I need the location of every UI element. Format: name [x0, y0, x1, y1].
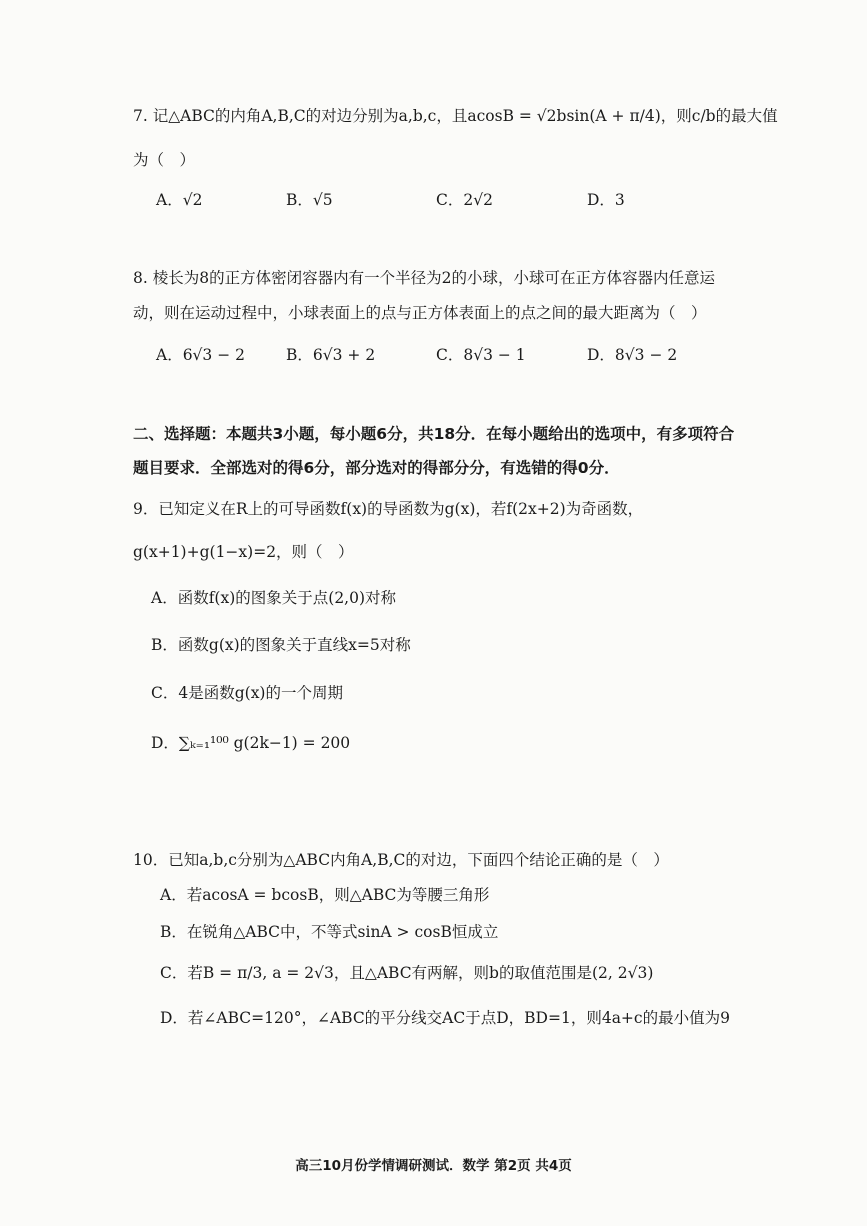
- q10-option-c: C．若B = π/3, a = 2√3，且△ABC有两解，则b的取值范围是(2, 2√3): [160, 964, 654, 982]
- q8-stem-line2: 动，则在运动过程中，小球表面上的点与正方体表面上的点之间的最大距离为（ ）: [133, 304, 707, 322]
- q8-option-b: B．6√3 + 2: [286, 346, 376, 364]
- q10-option-b: B．在锐角△ABC中，不等式sinA > cosB恒成立: [160, 923, 499, 941]
- q9-option-b: B．函数g(x)的图象关于直线x=5对称: [151, 636, 411, 654]
- q9-stem-line2: g(x+1)+g(1−x)=2，则（ ）: [133, 543, 354, 561]
- section2-heading-line2: 题目要求．全部选对的得6分，部分选对的得部分分，有选错的得0分．: [133, 459, 620, 477]
- q7-option-b: B．√5: [286, 191, 333, 209]
- q7-option-c: C．2√2: [436, 191, 493, 209]
- q8-option-c: C．8√3 − 1: [436, 346, 526, 364]
- q7-stem-line1: 7. 记△ABC的内角A,B,C的对边分别为a,b,c，且acosB = √2bsin(A + π/4)，则c/b的最大值: [133, 107, 778, 125]
- q10-option-d: D．若∠ABC=120°，∠ABC的平分线交AC于点D，BD=1，则4a+c的最小值为9: [160, 1009, 730, 1027]
- page-footer: 高三10月份学情调研测试．数学 第2页 共4页: [295, 1158, 572, 1174]
- q8-option-d: D．8√3 − 2: [587, 346, 678, 364]
- q10-option-a: A．若acosA = bcosB，则△ABC为等腰三角形: [160, 886, 490, 904]
- q8-stem-line1: 8. 棱长为8的正方体密闭容器内有一个半径为2的小球，小球可在正方体容器内任意运: [133, 269, 715, 287]
- section2-heading-line1: 二、选择题：本题共3小题，每小题6分，共18分．在每小题给出的选项中，有多项符合: [133, 425, 735, 443]
- q9-option-a: A．函数f(x)的图象关于点(2,0)对称: [151, 589, 397, 607]
- q9-stem-line1: 9．已知定义在R上的可导函数f(x)的导函数为g(x)，若f(2x+2)为奇函数，: [133, 500, 644, 518]
- q7-option-a: A．√2: [156, 191, 203, 209]
- q7-stem-line2: 为（ ）: [133, 151, 196, 169]
- q7-option-d: D．3: [587, 191, 625, 209]
- q10-stem: 10．已知a,b,c分别为△ABC内角A,B,C的对边，下面四个结论正确的是（ ）: [133, 851, 669, 869]
- q8-option-a: A．6√3 − 2: [156, 346, 245, 364]
- q9-option-c: C．4是函数g(x)的一个周期: [151, 684, 343, 702]
- q9-option-d: D．∑ₖ₌₁¹⁰⁰ g(2k−1) = 200: [151, 734, 351, 752]
